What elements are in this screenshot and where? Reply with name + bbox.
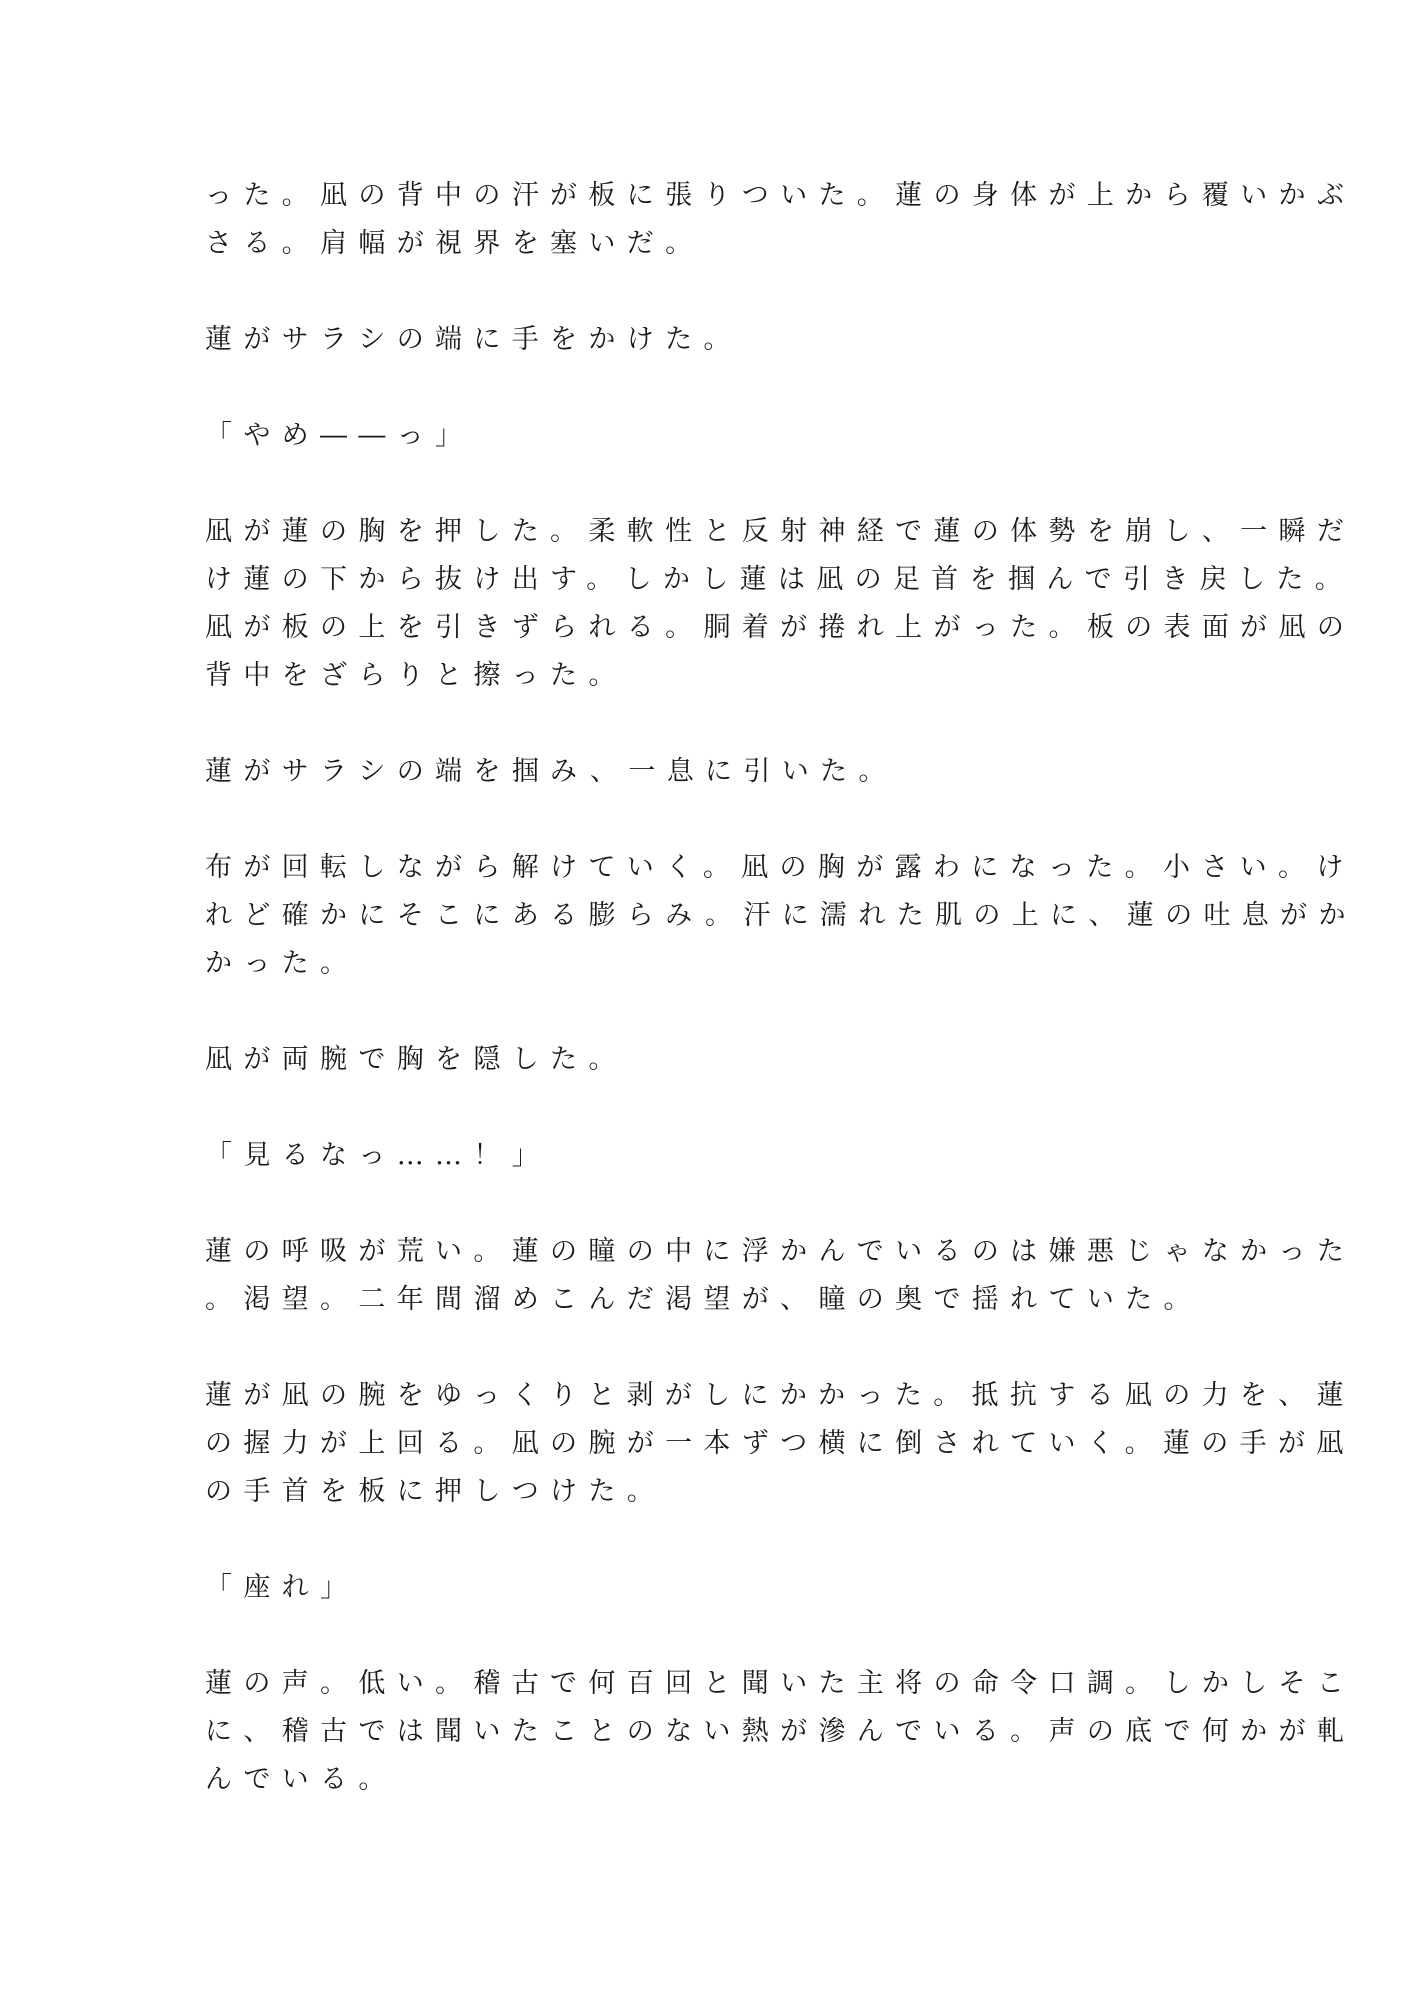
paragraph-3-dialogue <box>205 412 1205 460</box>
paragraph-4 <box>205 508 1356 700</box>
paragraph-6 <box>205 844 1357 988</box>
text-line: 「座れ」 <box>205 1572 359 1603</box>
paragraph-11-dialogue <box>205 1564 1205 1612</box>
paragraph-10 <box>205 1372 1355 1516</box>
text-line: 凪が板の上を引きずられる。胴着が捲れ上がった。板の表面が凪の <box>205 612 1356 643</box>
text-line: 蓮がサラシの端を掴み、一息に引いた。 <box>205 756 897 787</box>
paragraph-8-dialogue <box>205 1132 1205 1180</box>
text-line: 「見るなっ……！」 <box>205 1140 551 1171</box>
text-line: の手首を板に押しつけた。 <box>205 1476 666 1507</box>
text-line: 凪が蓮の胸を押した。柔軟性と反射神経で蓮の体勢を崩し、一瞬だ <box>205 516 1356 547</box>
paragraph-5 <box>205 748 1205 796</box>
text-line: った。凪の背中の汗が板に張りついた。蓮の身体が上から覆いかぶ <box>205 180 1356 211</box>
text-line: 蓮の呼吸が荒い。蓮の瞳の中に浮かんでいるのは嫌悪じゃなかった <box>205 1236 1356 1267</box>
text-line: 凪が両腕で胸を隠した。 <box>205 1044 627 1075</box>
text-line: 布が回転しながら解けていく。凪の胸が露わになった。小さい。け <box>205 852 1355 883</box>
text-line: に、稽古では聞いたことのない熱が滲んでいる。声の底で何かが軋 <box>205 1716 1356 1747</box>
text-line: 「やめ――っ」 <box>205 420 474 451</box>
text-line: んでいる。 <box>205 1764 397 1795</box>
paragraph-7 <box>205 1036 1205 1084</box>
text-line: 蓮がサラシの端に手をかけた。 <box>205 324 742 355</box>
text-line: 蓮の声。低い。稽古で何百回と聞いた主将の命令口調。しかしそこ <box>205 1668 1356 1699</box>
paragraph-1 <box>205 172 1356 268</box>
text-line: かった。 <box>205 948 359 979</box>
body-text <box>205 172 1357 1804</box>
paragraph-2 <box>205 316 1205 364</box>
text-line: さる。肩幅が視界を塞いだ。 <box>205 228 704 259</box>
paragraph-12 <box>205 1660 1356 1804</box>
text-line: れど確かにそこにある膨らみ。汗に濡れた肌の上に、蓮の吐息がか <box>205 900 1357 931</box>
text-line: の握力が上回る。凪の腕が一本ずつ横に倒されていく。蓮の手が凪 <box>205 1428 1355 1459</box>
text-line: 。渇望。二年間溜めこんだ渇望が、瞳の奥で揺れていた。 <box>205 1284 1202 1315</box>
text-line: 背中をざらりと擦った。 <box>205 660 627 691</box>
text-line: け蓮の下から抜け出す。しかし蓮は凪の足首を掴んで引き戻した。 <box>205 564 1354 595</box>
text-line: 蓮が凪の腕をゆっくりと剥がしにかかった。抵抗する凪の力を、蓮 <box>205 1380 1355 1411</box>
paragraph-9 <box>205 1228 1356 1324</box>
